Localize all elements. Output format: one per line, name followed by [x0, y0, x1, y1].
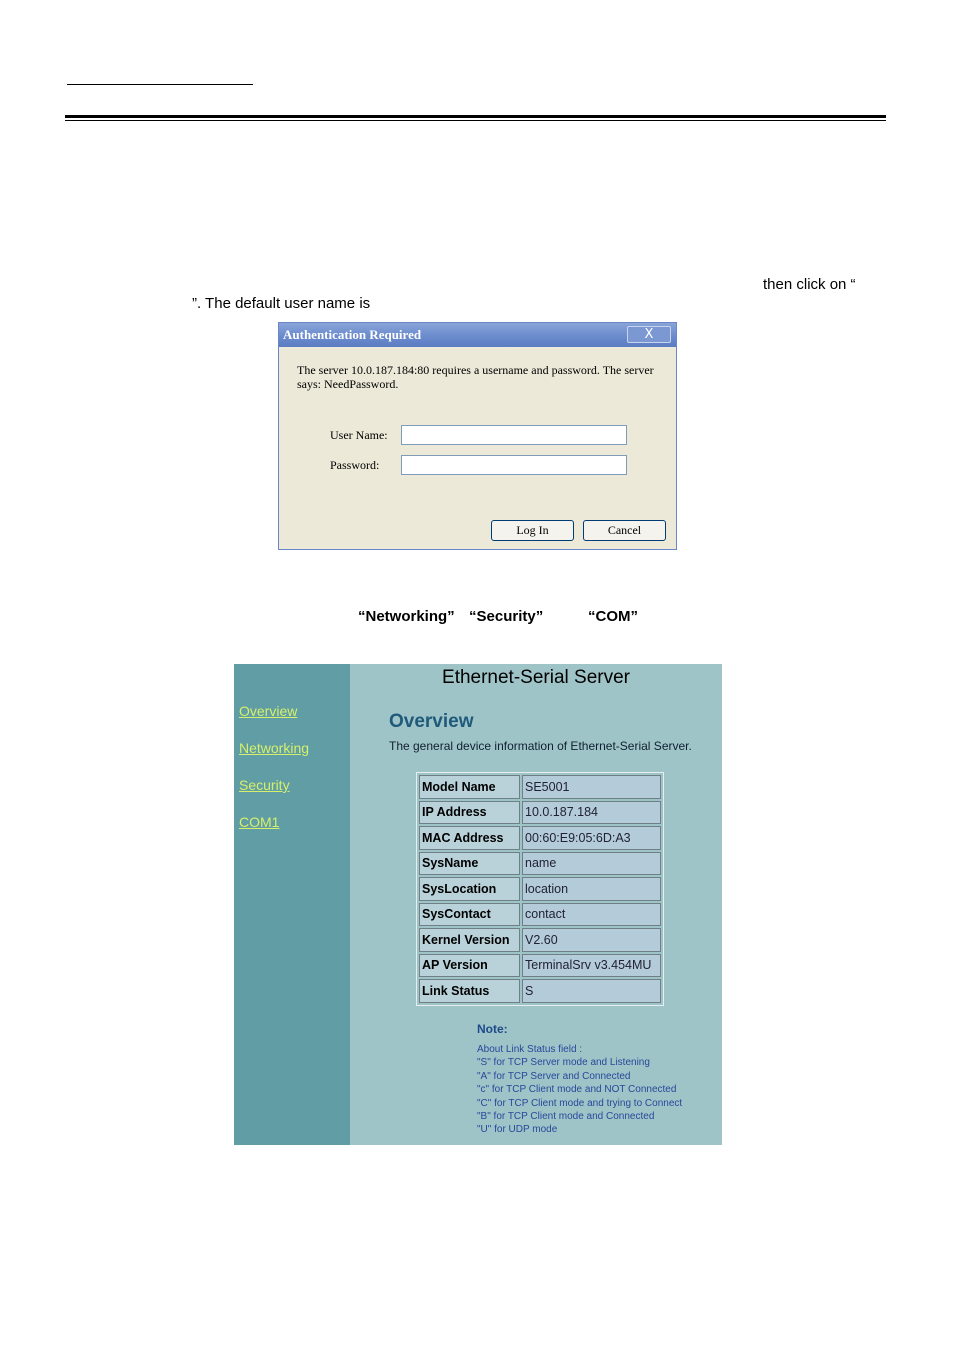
dialog-message: The server 10.0.187.184:80 requires a username and password. The server says: NeedPassword.: [297, 363, 654, 391]
row-value: TerminalSrv v3.454MU: [522, 954, 661, 978]
username-label: User Name:: [330, 428, 388, 442]
row-label: MAC Address: [419, 826, 520, 850]
row-value: name: [522, 852, 661, 876]
note-line: "B" for TCP Client mode and Connected: [477, 1111, 655, 1123]
note-line: "S" for TCP Server mode and Listening: [477, 1057, 650, 1069]
table-row: [419, 826, 661, 850]
authentication-dialog: [278, 322, 677, 550]
header-underline: [67, 84, 253, 85]
nav-overview[interactable]: Overview: [239, 703, 298, 719]
login-button[interactable]: Log In: [491, 520, 574, 541]
web-sidebar: [234, 664, 350, 1145]
row-value: S: [522, 979, 661, 1003]
table-row: [419, 775, 661, 799]
dialog-titlebar: [279, 323, 676, 347]
web-title: Ethernet-Serial Server: [442, 667, 630, 688]
nav-security[interactable]: Security: [239, 777, 290, 793]
table-row: [419, 979, 661, 1003]
note-list: [477, 1043, 682, 1137]
row-label: SysLocation: [419, 877, 520, 901]
row-value: 00:60:E9:05:6D:A3: [522, 826, 661, 850]
row-value: location: [522, 877, 661, 901]
row-label: SysContact: [419, 903, 520, 927]
nav-com1[interactable]: COM1: [239, 814, 280, 830]
nav-networking[interactable]: Networking: [239, 740, 310, 756]
table-row: [419, 877, 661, 901]
note-line: "U" for UDP mode: [477, 1124, 558, 1136]
menu-name-security: “Security”: [469, 608, 544, 625]
note-line: "C" for TCP Client mode and trying to Connect: [477, 1097, 683, 1109]
password-input[interactable]: [401, 455, 627, 475]
row-value: contact: [522, 903, 661, 927]
row-value: SE5001: [522, 775, 661, 799]
page-description: The general device information of Ethernet-Serial Server.: [389, 739, 692, 753]
row-value: 10.0.187.184: [522, 801, 661, 825]
dialog-title: Authentication Required: [283, 327, 422, 342]
device-info-table: [416, 772, 664, 1006]
table-row: [419, 801, 661, 825]
header-rule-thin: [65, 120, 886, 121]
note-line: About Link Status field :: [477, 1044, 583, 1055]
table-row: [419, 954, 661, 978]
row-value: V2.60: [522, 928, 661, 952]
close-icon[interactable]: X: [627, 326, 671, 343]
row-label: SysName: [419, 852, 520, 876]
username-input[interactable]: [401, 425, 627, 445]
table-row: [419, 852, 661, 876]
page-heading: Overview: [389, 711, 474, 732]
header-rule: [65, 115, 886, 118]
row-label: Model Name: [419, 775, 520, 799]
password-label: Password:: [330, 458, 380, 472]
cancel-button[interactable]: Cancel: [583, 520, 666, 541]
row-label: IP Address: [419, 801, 520, 825]
web-ui-screenshot: [234, 664, 722, 1145]
note-line: "c" for TCP Client mode and NOT Connected: [477, 1084, 677, 1096]
instruction-fragment-2: ”. The default user name is: [192, 295, 371, 312]
table-row: [419, 928, 661, 952]
row-label: Link Status: [419, 979, 520, 1003]
instruction-fragment-1: then click on “: [763, 276, 856, 293]
note-title: Note:: [477, 1022, 508, 1036]
menu-name-com: “COM”: [588, 608, 638, 625]
table-row: [419, 903, 661, 927]
row-label: AP Version: [419, 954, 520, 978]
row-label: Kernel Version: [419, 928, 520, 952]
menu-name-networking: “Networking”: [358, 608, 455, 625]
note-line: "A" for TCP Server and Connected: [477, 1070, 631, 1082]
